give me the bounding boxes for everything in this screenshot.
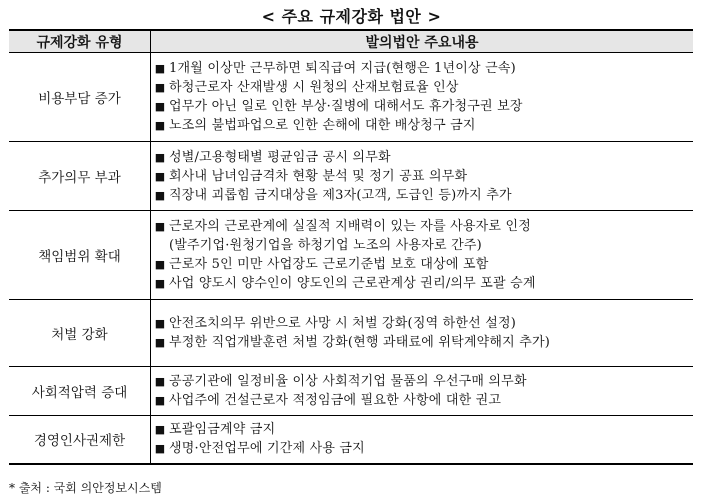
table-row <box>9 211 693 300</box>
bullet-icon: ■ <box>154 119 166 132</box>
row-type-management: 경영인사권제한 <box>9 416 151 464</box>
bullet-icon: ■ <box>154 150 166 164</box>
table-row <box>9 142 693 211</box>
list-item: ■ 근로자의 근로관계에 실질적 지배력이 있는 자를 사용자로 인정 <box>151 217 693 236</box>
list-item: ■ 부정한 직업개발훈련 처벌 강화(현행 과태료에 위탁계약해지 추가) <box>151 333 693 352</box>
list-item: ■ 사업 양도시 양수인이 양도인의 근로관계상 권리/의무 포괄 승계 <box>151 274 693 293</box>
bullet-icon: ■ <box>154 442 166 456</box>
bullet-icon: ■ <box>154 100 166 113</box>
list-item: ■ 하청근로자 산재발생 시 원청의 산재보험료율 인상 <box>151 78 693 97</box>
row-type-cost: 비용부담 증가 <box>9 53 151 142</box>
row-content <box>151 142 694 211</box>
row-content <box>151 367 694 416</box>
list-item: ■ 근로자 5인 미만 사업장도 근로기준법 보호 대상에 포함 <box>151 255 693 274</box>
list-item: ■ 1개월 이상만 근무하면 퇴직급여 지급(현행은 1년이상 근속) <box>151 59 693 78</box>
table-row <box>9 416 693 464</box>
row-type-penalty: 처벌 강화 <box>9 300 151 367</box>
table-row <box>9 300 693 367</box>
regulation-table <box>9 29 693 465</box>
list-item: ■ 안전조치의무 위반으로 사망 시 처벌 강화(징역 하한선 설정) <box>151 314 693 333</box>
list-item: ■ 포괄임금계약 금지 <box>151 420 693 439</box>
list-item: ■ 공공기관에 일정비율 이상 사회적기업 물품의 우선구매 의무화 <box>151 372 693 391</box>
bullet-icon: ■ <box>154 423 166 437</box>
page-title: < 주요 규제강화 법안 > <box>261 7 442 26</box>
header-content: 발의법안 주요내용 <box>151 30 694 53</box>
bullet-icon: ■ <box>154 81 166 94</box>
source-note: * 출처 : 국회 의안정보시스템 <box>9 481 162 495</box>
list-item: ■ 직장내 괴롭힘 금지대상을 제3자(고객, 도급인 등)까지 추가 <box>151 186 693 205</box>
row-type-liability: 책임범위 확대 <box>9 211 151 300</box>
list-item: ■ 성별/고용형태별 평균임금 공시 의무화 <box>151 148 693 167</box>
row-content <box>151 211 694 300</box>
row-content <box>151 416 694 464</box>
row-type-obligation: 추가의무 부과 <box>9 142 151 211</box>
bullet-icon: ■ <box>154 220 166 233</box>
bullet-icon: ■ <box>154 394 166 407</box>
bullet-icon: ■ <box>154 277 166 290</box>
table-header-row <box>9 30 693 53</box>
list-item: ■ 생명·안전업무에 기간제 사용 금지 <box>151 439 693 458</box>
bullet-icon: ■ <box>154 62 166 75</box>
row-content <box>151 53 694 142</box>
bullet-icon: ■ <box>154 188 166 202</box>
table-row <box>9 367 693 416</box>
bullet-icon: ■ <box>154 317 166 330</box>
list-item: ■ 업무가 아닌 일로 인한 부상·질병에 대해서도 휴가청구권 보장 <box>151 97 693 116</box>
list-item: ■ 사업주에 건설근로자 적정임금에 필요한 사항에 대한 권고 <box>151 391 693 410</box>
header-type: 규제강화 유형 <box>9 30 151 53</box>
list-item: ■ 회사내 남녀임금격차 현황 분석 및 정기 공표 의무화 <box>151 167 693 186</box>
list-item-continuation: (발주기업·원청기업을 하청기업 노조의 사용자로 간주) <box>169 238 482 253</box>
list-item: ■ 노조의 불법파업으로 인한 손해에 대한 배상청구 금지 <box>151 116 693 135</box>
bullet-icon: ■ <box>154 336 166 349</box>
row-content <box>151 300 694 367</box>
bullet-icon: ■ <box>154 375 166 388</box>
bullet-icon: ■ <box>154 169 166 183</box>
row-type-social: 사회적압력 증대 <box>9 367 151 416</box>
table-row <box>9 53 693 142</box>
bullet-icon: ■ <box>154 258 166 271</box>
